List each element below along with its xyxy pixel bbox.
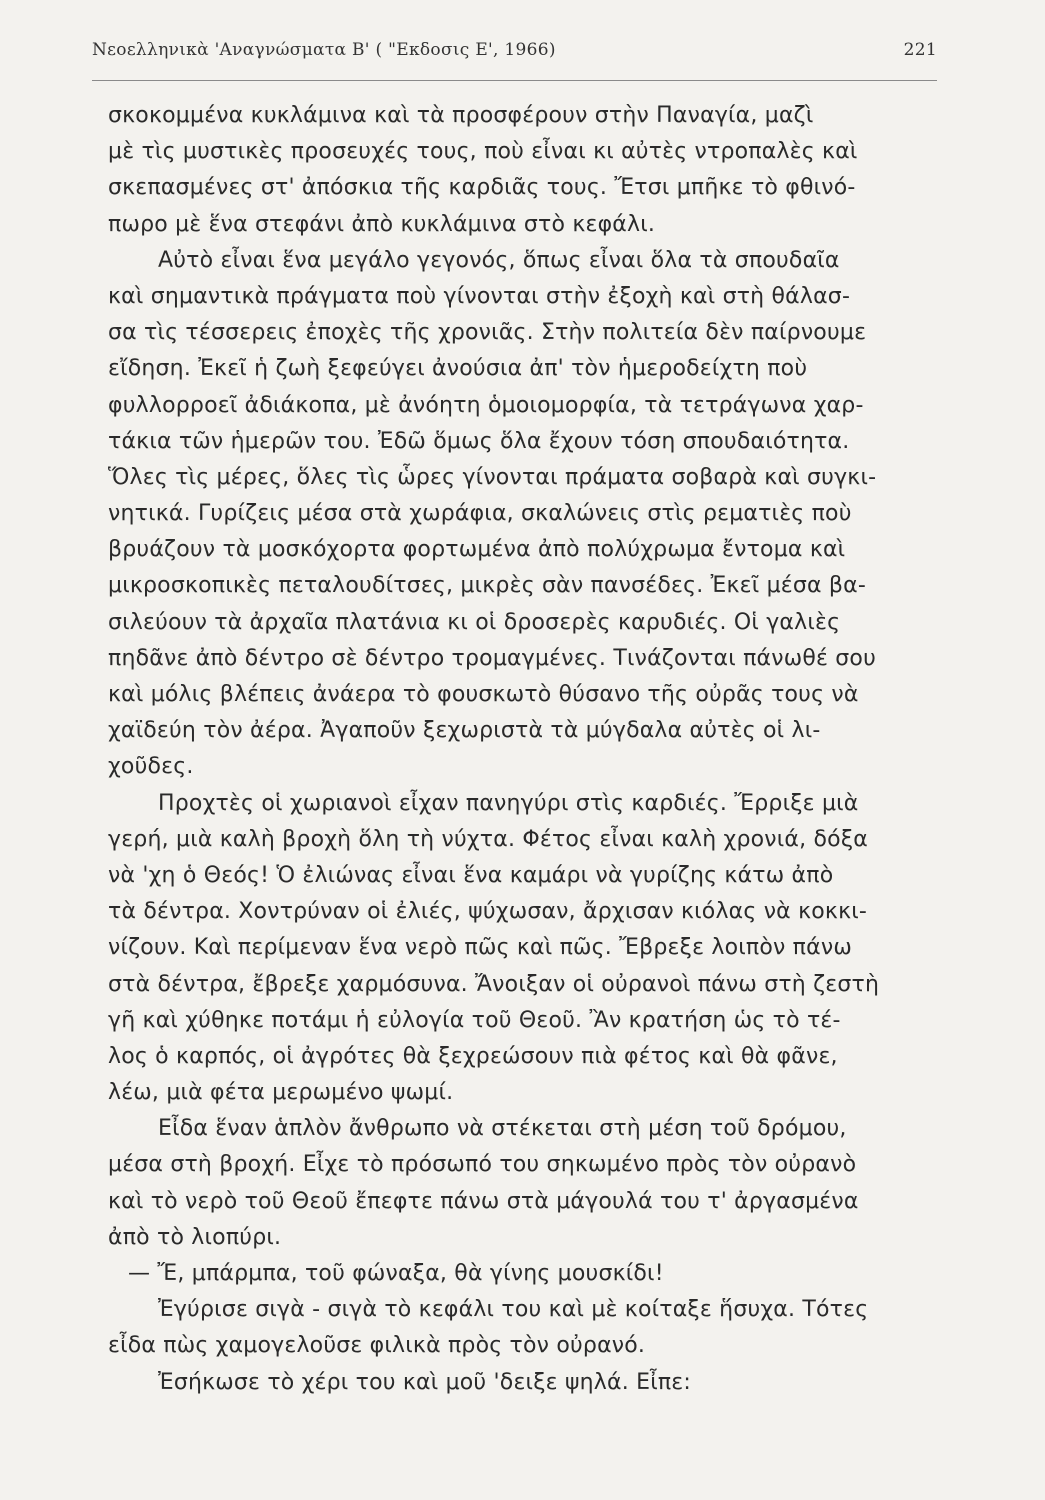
text-line: εἴδηση. Ἐκεῖ ἡ ζωὴ ξεφεύγει ἀνούσια ἀπ' τὸν ἡμεροδείχτη ποὺ [108,356,808,382]
text-line: στὰ δέντρα, ἔβρεξε χαρμόσυνα. Ἄνοιξαν οἱ οὐρανοὶ πάνω στὴ ζεστὴ [108,971,880,997]
page-number: 221 [903,40,937,60]
text-line: σιλεύουν τὰ ἀρχαῖα πλατάνια κι οἱ δροσερὲς καρυδιές. Οἱ γαλιὲς [108,609,841,635]
text-line: σα τὶς τέσσερεις ἐποχὲς τῆς χρονιᾶς. Στὴν πολιτεία δὲν παίρνουμε [108,320,867,346]
header-rule [92,80,937,81]
running-title: Νεοελληνικὰ 'Αναγνώσματα Β' ( "Εκδοσις Ε', 1966) [92,40,556,60]
text-line: εἶδα πὼς χαμογελοῦσε φιλικὰ πρὸς τὸν οὐρανό. [108,1333,646,1359]
paragraph-start-line: Προχτὲς οἱ χωριανοὶ εἶχαν πανηγύρι στὶς καρδιές. Ἔρριξε μιὰ [158,790,859,816]
text-line: τὰ δέντρα. Χοντρύναν οἱ ἐλιές, ψύχωσαν, ἄρχισαν κιόλας νὰ κοκκι- [108,899,868,925]
text-line: νητικά. Γυρίζεις μέσα στὰ χωράφια, σκαλώνεις στὶς ρεματιὲς ποὺ [108,501,852,527]
paragraph-start-line: Ἐσήκωσε τὸ χέρι του καὶ μοῦ 'δειξε ψηλά. Εἶπε: [158,1369,692,1395]
text-line: πηδᾶνε ἀπὸ δέντρο σὲ δέντρο τρομαγμένες. Τινάζονται πάνωθέ σου [108,645,877,671]
text-line: μέσα στὴ βροχή. Εἶχε τὸ πρόσωπό του σηκωμένο πρὸς τὸν οὐρανὸ [108,1152,857,1178]
text-line: ἀπὸ τὸ λιοπύρι. [108,1224,282,1250]
text-line: μὲ τὶς μυστικὲς προσευχές τους, ποὺ εἶναι κι αὐτὲς ντροπαλὲς καὶ [108,139,858,165]
text-line: γῆ καὶ χύθηκε ποτάμι ἡ εὐλογία τοῦ Θεοῦ. Ἂν κρατήση ὡς τὸ τέ- [108,1007,841,1033]
paragraph-start-line: Αὐτὸ εἶναι ἕνα μεγάλο γεγονός, ὅπως εἶναι ὅλα τὰ σπουδαῖα [158,247,840,273]
dialogue-line: — Ἔ, μπάρμπα, τοῦ φώναξα, θὰ γίνης μουσκίδι! [128,1261,664,1286]
page-header [92,40,937,60]
text-line: γερή, μιὰ καλὴ βροχὴ ὅλη τὴ νύχτα. Φέτος εἶναι καλὴ χρονιά, δόξα [108,826,868,852]
text-line: σκεπασμένες στ' ἀπόσκια τῆς καρδιᾶς τους. Ἔτσι μπῆκε τὸ φθινό- [108,175,856,201]
text-line: φυλλορροεῖ ἀδιάκοπα, μὲ ἀνόητη ὁμοιομορφία, τὰ τετράγωνα χαρ- [108,392,864,418]
text-line: καὶ σημαντικὰ πράγματα ποὺ γίνονται στὴν ἐξοχὴ καὶ στὴ θάλασ- [108,283,851,309]
text-line: πωρο μὲ ἕνα στεφάνι ἀπὸ κυκλάμινα στὸ κεφάλι. [108,211,656,237]
text-line: λος ὁ καρπός, οἱ ἀγρότες θὰ ξεχρεώσουν πιὰ φέτος καὶ θὰ φᾶνε, [108,1043,838,1069]
text-line: καὶ τὸ νερὸ τοῦ Θεοῦ ἔπεφτε πάνω στὰ μάγουλά του τ' ἀργασμένα [108,1188,859,1214]
text-line: σκοκομμένα κυκλάμινα καὶ τὰ προσφέρουν στὴν Παναγία, μαζὶ [108,103,814,128]
text-line: χοῦδες. [108,754,194,780]
text-line: καὶ μόλις βλέπεις ἀνάερα τὸ φουσκωτὸ θύσανο τῆς οὐρᾶς τους νὰ [108,682,859,707]
text-line: τάκια τῶν ἡμερῶν του. Ἐδῶ ὅμως ὅλα ἔχουν τόση σπουδαιότητα. [108,428,850,454]
text-line: βρυάζουν τὰ μοσκόχορτα φορτωμένα ἀπὸ πολύχρωμα ἔντομα καὶ [108,537,846,563]
text-line: μικροσκοπικὲς πεταλουδίτσες, μικρὲς σὰν πανσέδες. Ἐκεῖ μέσα βα- [108,573,866,599]
paragraph-start-line: Εἶδα ἕναν ἁπλὸν ἄνθρωπο νὰ στέκεται στὴ μέση τοῦ δρόμου, [158,1116,847,1142]
body-text [108,98,938,1401]
text-line: Ὅλες τὶς μέρες, ὅλες τὶς ὧρες γίνονται πράματα σοβαρὰ καὶ συγκι- [108,464,877,490]
paragraph-start-line: Ἐγύρισε σιγὰ - σιγὰ τὸ κεφάλι του καὶ μὲ κοίταξε ἥσυχα. Τότες [158,1297,869,1323]
text-line: χαϊδεύη τὸν ἀέρα. Ἀγαποῦν ξεχωριστὰ τὰ μύγδαλα αὐτὲς οἱ λι- [108,718,821,744]
text-line: νίζουν. Καὶ περίμεναν ἕνα νερὸ πῶς καὶ πῶς. Ἔβρεξε λοιπὸν πάνω [108,935,852,961]
text-line: νὰ 'χη ὁ Θεός! Ὁ ἐλιώνας εἶναι ἕνα καμάρι νὰ γυρίζης κάτω ἀπὸ [108,862,834,888]
text-line: λέω, μιὰ φέτα μερωμένο ψωμί. [108,1080,454,1106]
